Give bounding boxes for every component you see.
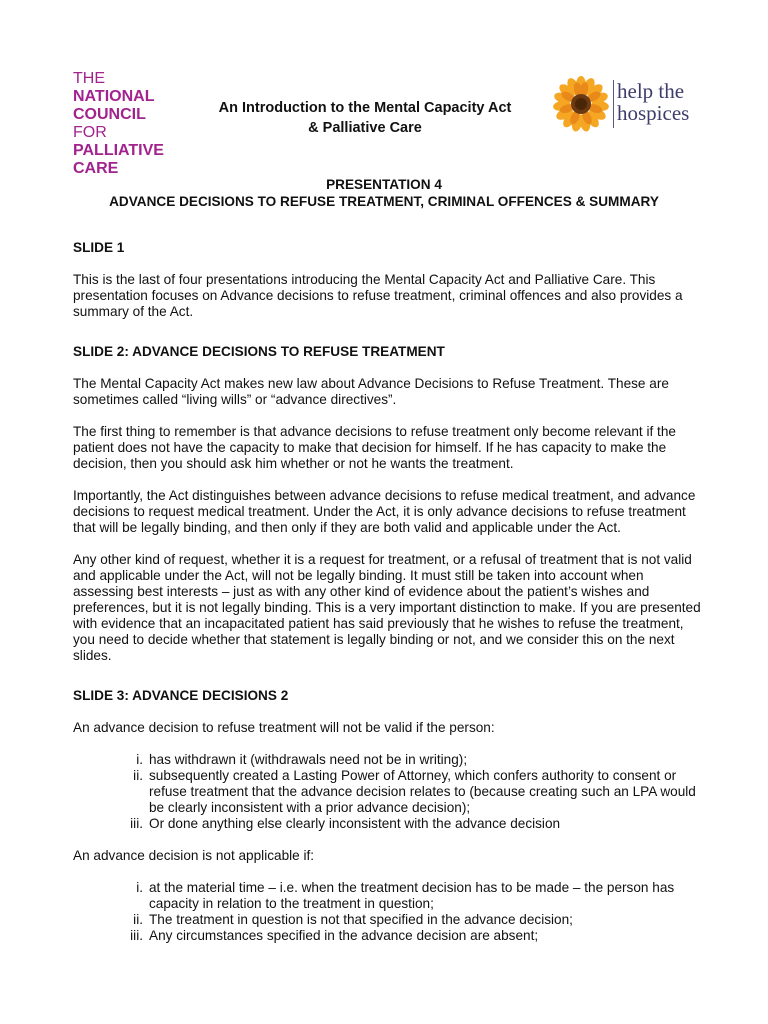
slide3-heading: SLIDE 3: ADVANCE DECISIONS 2 [73,688,289,703]
list-item: i. has withdrawn it (withdrawals need not be in writing); [136,752,468,767]
presentation-subtitle: ADVANCE DECISIONS TO REFUSE TREATMENT, CRIMINAL OFFENCES & SUMMARY [109,194,659,209]
logo-line: NATIONAL [73,88,155,105]
logo-divider [613,80,614,128]
list-item: i. at the material time – i.e. when the treatment decision has to be made – the person has capacity in relation to the treatment in question; [136,880,675,911]
slide2-paragraph-1: The Mental Capacity Act makes new law about Advance Decisions to Refuse Treatment. These are sometimes called “living wills” or “advance directives”. [73,376,669,407]
applicability-list [73,880,701,944]
logo-line: CARE [73,160,119,177]
ncpc-logo [73,70,183,178]
slide3-intro: An advance decision to refuse treatment will not be valid if the person: [73,720,495,735]
presentation-heading [60,176,708,210]
sunflower-icon [553,76,609,132]
applicability-intro: An advance decision is not applicable if: [73,848,315,863]
document-title [185,98,545,138]
slide2-paragraph-3: Importantly, the Act distinguishes between advance decisions to refuse medical treatment, and advance decisions to request medical treatment. Under the Act, it is only advance decisions to refuse treatment that will be legally binding, and then only if they are both valid and applicable under the Act. [73,488,696,535]
slide2-paragraph-4: Any other kind of request, whether it is a request for treatment, or a refusal of treatment that is not valid and applicable under the Act, will not be legally binding. It must still be taken into account when assessing best interests – just as with any other kind of evidence about the patient’s wishes and preferences, but it is not legally binding. This is a very important distinction to make. If you are presented with evidence that an incapacitated patient has said previously that he wishes to refuse the treatment, you need to decide whether that statement is legally binding or not, and we consider this on the next slides. [73,552,701,663]
title-line-1: An Introduction to the Mental Capacity Act [218,100,512,116]
wordmark-line-2: hospices [617,101,690,125]
list-item: iii. Or done anything else clearly inconsistent with the advance decision [130,816,561,831]
logo-wordmark [617,80,689,124]
slide1-heading: SLIDE 1 [73,240,125,255]
logo-line: THE [73,70,105,87]
title-line-2: & Palliative Care [308,120,422,136]
list-item: ii. The treatment in question is not that specified in the advance decision; [133,912,573,927]
slide2-paragraph-2: The first thing to remember is that advance decisions to refuse treatment only become relevant if the patient does not have the capacity to make that decision for himself. If he has capacity to make the decision, then you should ask him whether or not he wants the treatment. [73,424,676,471]
validity-list [73,752,701,832]
slide2-heading: SLIDE 2: ADVANCE DECISIONS TO REFUSE TREATMENT [73,344,445,359]
logo-line: PALLIATIVE [73,142,164,159]
list-item: ii. subsequently created a Lasting Power of Attorney, which confers authority to consent or refuse treatment that the advance decision relates to (because creating such an LPA would be clearly inconsistent with a prior advance decision); [133,768,696,815]
document-body [73,240,701,960]
logo-line: COUNCIL FOR [73,106,146,141]
list-item: iii. Any circumstances specified in the advance decision are absent; [130,928,539,943]
help-the-hospices-logo [553,76,713,134]
presentation-number: PRESENTATION 4 [326,177,442,192]
wordmark-line-1: help the [617,79,685,103]
slide1-paragraph: This is the last of four presentations introducing the Mental Capacity Act and Palliative Care. This presentation focuses on Advance decisions to refuse treatment, criminal offences and also provides a summary of the Act. [73,272,683,319]
